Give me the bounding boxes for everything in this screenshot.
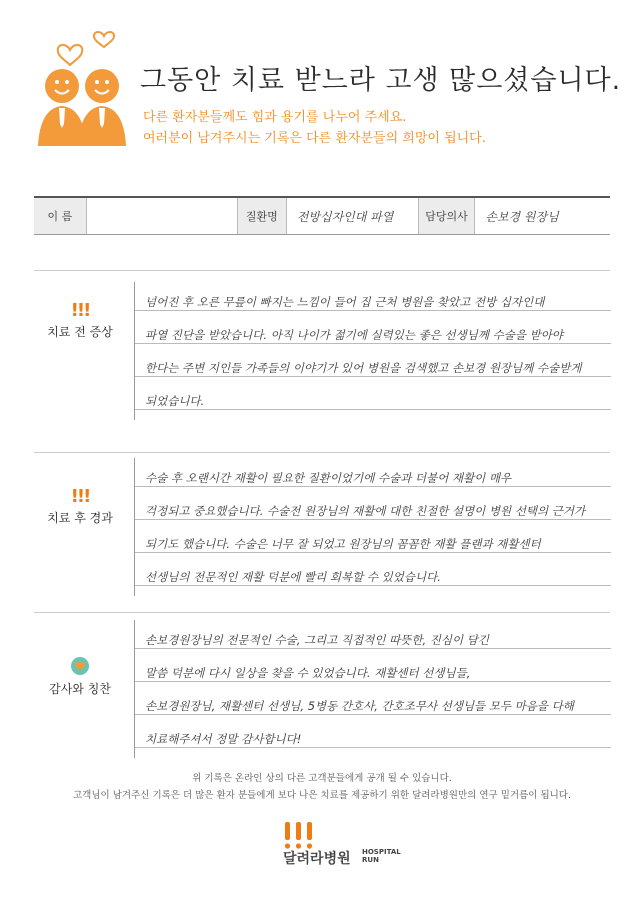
section-box-thanks[interactable] [134,620,611,758]
handwriting-line: 되었습니다. [145,394,205,408]
logo-text: 달려라병원 [283,851,351,867]
footer-note-1: 위 기록은 온라인 상의 다른 고객분들에게 공개 될 수 있습니다. [192,773,452,784]
handwriting-line: 말씀 덕분에 다시 일상을 찾을 수 있었습니다. 재활센터 선생님들, [145,666,471,680]
heart-bubble-icon [70,656,90,676]
smiling-people-icon [30,28,140,148]
divider [34,270,610,271]
handwriting-line: 수술 후 오랜시간 재활이 필요한 질환이었기에 수술과 더불어 재활이 매우 [145,471,512,485]
alert-icon: !!! [70,300,90,321]
handwriting-line: 한다는 주변 지인들 가족들의 이야기가 있어 병원을 검색했고 손보경 원장님께 수술받게 [145,361,582,375]
doctor-label: 담당의사 [419,198,476,234]
footer-note-2: 고객님이 남겨주신 기록은 더 많은 환자 분들에게 보다 나은 치료를 제공하기 위한 달려라병원만의 연구 밑거름이 됩니다. [73,790,571,801]
handwriting-line: 걱정되고 중요했습니다. 수술전 원장님의 재활에 대한 친절한 설명이 병원 선택의 근거가 [145,504,586,518]
handwriting-line: 치료해주셔서 정말 감사합니다! [145,732,302,746]
section-label-before: !!! 치료 전 증상 [30,300,130,340]
handwriting-line: 손보경원장님, 재활센터 선생님, 5병동 간호사, 간호조무사 선생님들 모두 마음을 다해 [145,699,574,713]
handwriting-line: 넘어진 후 오른 무릎이 빠지는 느낌이 들어 집 근처 병원을 찾았고 전방 십자인대 [145,295,545,309]
handwriting-line: 되기도 했습니다. 수술은 너무 잘 되었고 원장님의 꼼꼼한 재활 플랜과 재활센터 [145,537,541,551]
section-label-thanks: 감사와 칭찬 [30,656,130,697]
disease-label: 질환명 [238,198,287,234]
handwriting-line: 선생님의 전문적인 재활 덕분에 빨리 회복할 수 있었습니다. [145,570,441,584]
divider [34,452,610,453]
subtitle-2: 여러분이 남겨주시는 기록은 다른 환자분들의 희망이 됩니다. [143,131,486,146]
alert-icon: !!! [70,486,90,507]
section-label-after: !!! 치료 후 경과 [30,486,130,526]
name-label: 이 름 [34,198,87,234]
subtitle-1: 다른 환자분들께도 힘과 용기를 나누어 주세요. [143,110,407,125]
handwriting-line: 손보경원장님의 전문적인 수술, 그리고 직접적인 따뜻한, 진심이 담긴 [145,633,489,647]
logo-icon [282,822,316,850]
info-table [34,196,610,235]
name-field[interactable] [87,198,238,234]
section-box-after[interactable] [134,458,611,596]
page-title: 그동안 치료 받느라 고생 많으셨습니다. [140,65,622,96]
disease-field[interactable]: 전방십자인대 파열 [287,198,419,234]
divider [34,612,610,613]
handwriting-line: 파열 진단을 받았습니다. 아직 나이가 젊기에 실력있는 좋은 선생님께 수술을 받아야 [145,328,563,342]
doctor-field[interactable]: 손보경 원장님 [485,209,559,224]
section-box-before[interactable] [134,282,611,420]
logo-subtext: HOSPITAL RUN [362,848,401,864]
